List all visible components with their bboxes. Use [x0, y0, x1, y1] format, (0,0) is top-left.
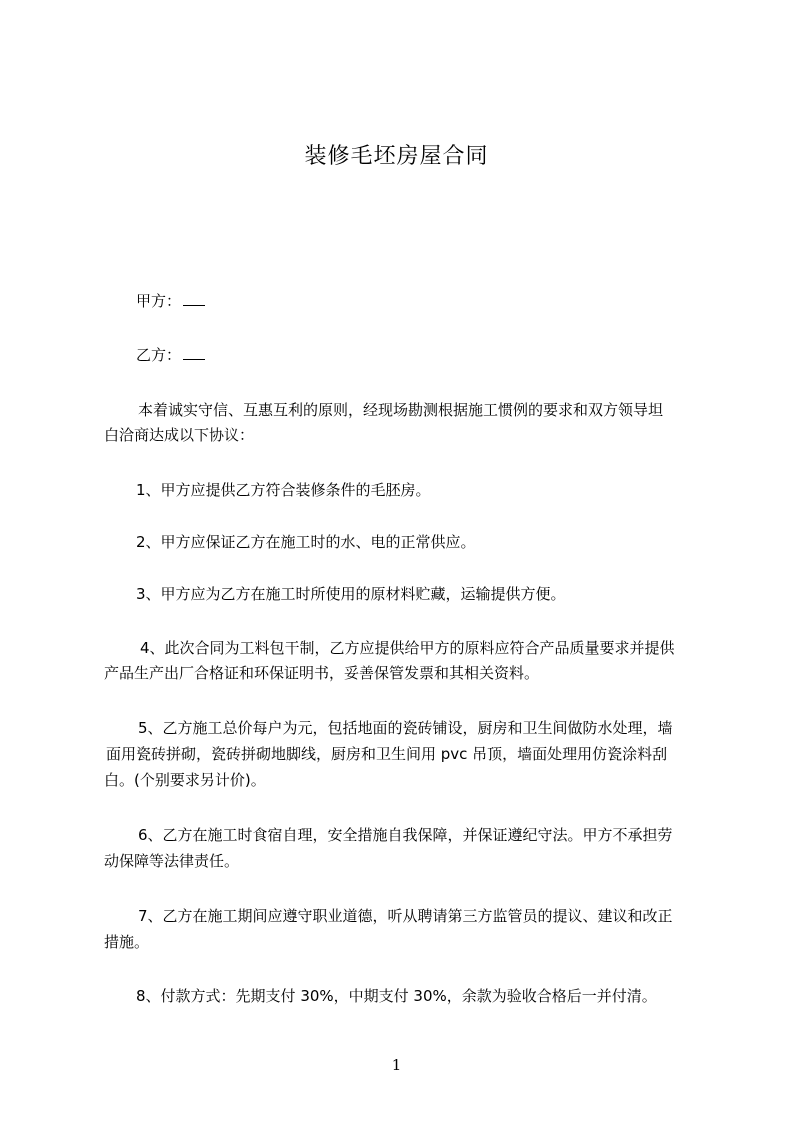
clause-5-line-1: 5、乙方施工总价每户为元，包括地面的瓷砖铺设，厨房和卫生间做防水处理，墙 — [138, 719, 673, 737]
party-b-blank — [183, 346, 205, 360]
clause-4-line-2: 产品生产出厂合格证和环保证明书，妥善保管发票和其相关资料。 — [104, 664, 540, 682]
intro-line-1: 本着诚实守信、互惠互利的原则，经现场勘测根据施工惯例的要求和双方领导坦 — [138, 401, 664, 419]
clause-3-line-1: 3、甲方应为乙方在施工时所使用的原材料贮藏，运输提供方便。 — [136, 585, 566, 603]
clause-7-line-1: 7、乙方在施工期间应遵守职业道德，听从聘请第三方监管员的提议、建议和改正 — [138, 907, 673, 925]
party-b-line — [136, 345, 205, 365]
clause-5-line-2: 面用瓷砖拼砌，瓷砖拼砌地脚线，厨房和卫生间用 pvc 吊顶，墙面处理用仿瓷涂料刮 — [106, 745, 668, 763]
document-title: 装修毛坯房屋合同 — [304, 144, 489, 169]
intro-line-2: 白洽商达成以下协议： — [104, 426, 255, 444]
party-a-line — [136, 291, 205, 311]
party-a-blank — [183, 292, 205, 306]
clause-6-line-2: 动保障等法律责任。 — [104, 852, 240, 870]
page-number: 1 — [391, 1056, 402, 1074]
clause-2-line-1: 2、甲方应保证乙方在施工时的水、电的正常供应。 — [136, 533, 476, 551]
clause-5-line-3: 白。(个别要求另计价)。 — [104, 771, 266, 789]
clause-6-line-1: 6、乙方在施工时食宿自理，安全措施自我保障，并保证遵纪守法。甲方不承担劳 — [138, 826, 673, 844]
clause-7-line-2: 措施。 — [104, 933, 150, 951]
clause-1-line-1: 1、甲方应提供乙方符合装修条件的毛胚房。 — [136, 481, 431, 499]
party-b-label: 乙方： — [136, 346, 182, 364]
clause-8-line-1: 8、付款方式：先期支付 30%，中期支付 30%，余款为验收合格后一并付清。 — [136, 987, 657, 1005]
party-a-label: 甲方： — [136, 292, 182, 310]
clause-4-line-1: 4、此次合同为工料包干制，乙方应提供给甲方的原料应符合产品质量要求并提供 — [140, 639, 675, 657]
